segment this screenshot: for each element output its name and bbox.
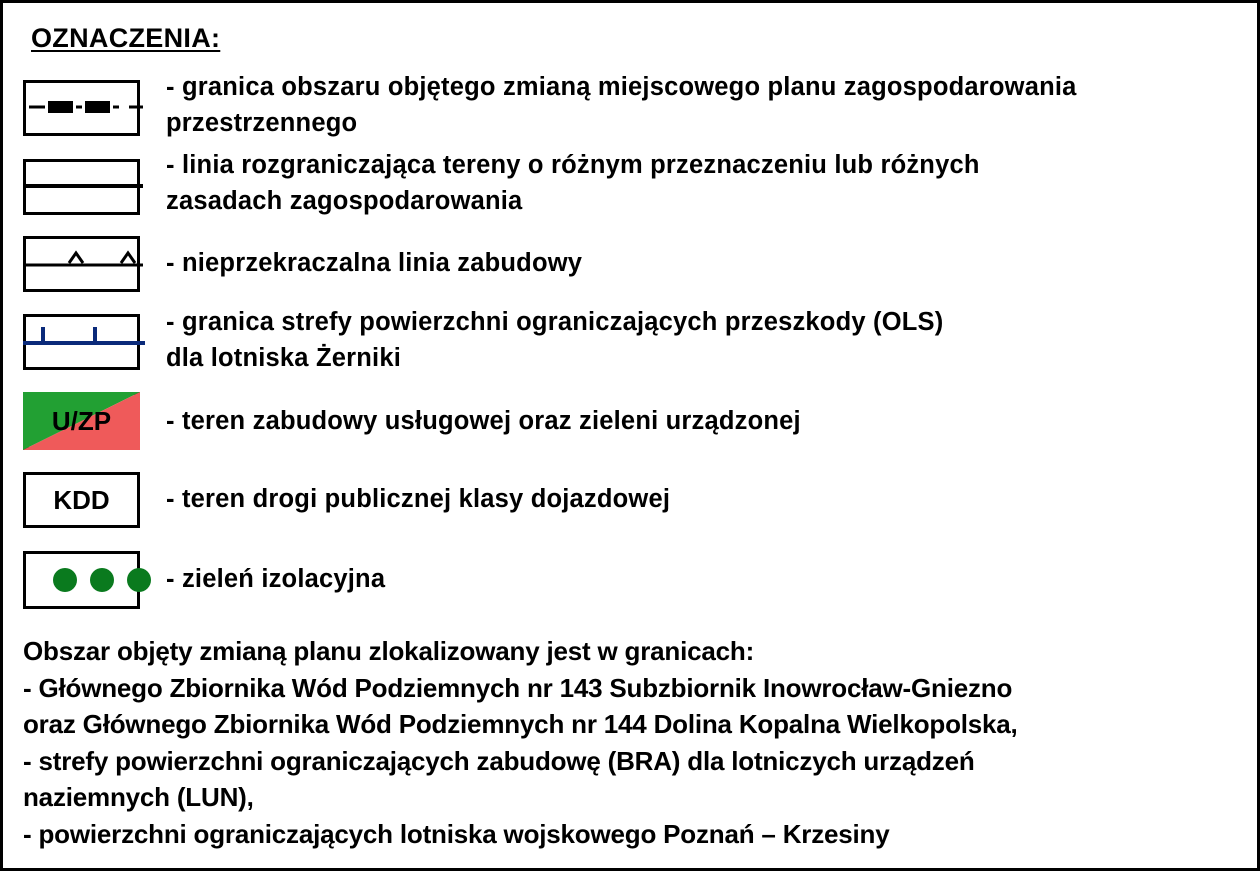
uzp-zone-symbol <box>23 392 140 450</box>
legend-item-dashed-boundary <box>166 69 1246 141</box>
legend-text-line: - zieleń izolacyjna <box>166 565 386 593</box>
legend-text-line: dla lotniska Żerniki <box>166 344 401 372</box>
note-line: Obszar objęty zmianą planu zlokalizowany jest w granicach: <box>23 636 755 666</box>
legend-item-building-line <box>166 245 1246 281</box>
note-line: oraz Głównego Zbiornika Wód Podziemnych nr 144 Dolina Kopalna Wielkopolska, <box>23 709 1018 739</box>
legend-text-line: przestrzennego <box>166 109 358 137</box>
dashed-boundary-symbol <box>23 80 140 136</box>
legend-text-line: - teren zabudowy usługowej oraz zieleni urządzonej <box>166 407 801 435</box>
location-note <box>23 633 1248 852</box>
legend-text-line: zasadach zagospodarowania <box>166 187 523 215</box>
legend-text-line: - granica strefy powierzchni ograniczających przeszkody (OLS) <box>166 308 944 336</box>
legend-item-kdd-zone <box>166 481 1246 517</box>
legend-item-solid-line <box>166 147 1246 219</box>
legend-text-line: - granica obszaru objętego zmianą miejscowego planu zagospodarowania <box>166 73 1077 101</box>
building-line-symbol <box>23 236 140 292</box>
note-line: - Głównego Zbiornika Wód Podziemnych nr 143 Subzbiornik Inowrocław-Gniezno <box>23 672 1013 703</box>
note-line: - strefy powierzchni ograniczających zabudowę (BRA) dla lotniczych urządzeń <box>23 745 975 776</box>
legend-text-line: - teren drogi publicznej klasy dojazdowej <box>166 485 671 513</box>
uzp-zone-label: U/ZP <box>51 405 112 436</box>
note-line: - powierzchni ograniczających lotniska wojskowego Poznań – Krzesiny <box>23 818 890 849</box>
note-line: naziemnych (LUN), <box>23 782 254 812</box>
ols-boundary-symbol <box>23 314 140 370</box>
green-dot-icon <box>53 568 77 592</box>
kdd-zone-label: KDD <box>53 484 110 515</box>
legend-item-ols-boundary <box>166 304 1246 376</box>
legend-text-line: - linia rozgraniczająca tereny o różnym przeznaczeniu lub różnych <box>166 151 980 179</box>
legend-item-green-dots <box>166 561 1246 597</box>
kdd-zone-symbol <box>23 472 140 528</box>
legend-text-line: - nieprzekraczalna linia zabudowy <box>166 249 583 277</box>
green-dot-icon <box>127 568 151 592</box>
green-dots-symbol <box>23 551 140 609</box>
legend-title: OZNACZENIA: <box>31 23 221 53</box>
solid-line-symbol <box>23 159 140 215</box>
legend-item-uzp-zone <box>166 403 1246 439</box>
green-dot-icon <box>90 568 114 592</box>
